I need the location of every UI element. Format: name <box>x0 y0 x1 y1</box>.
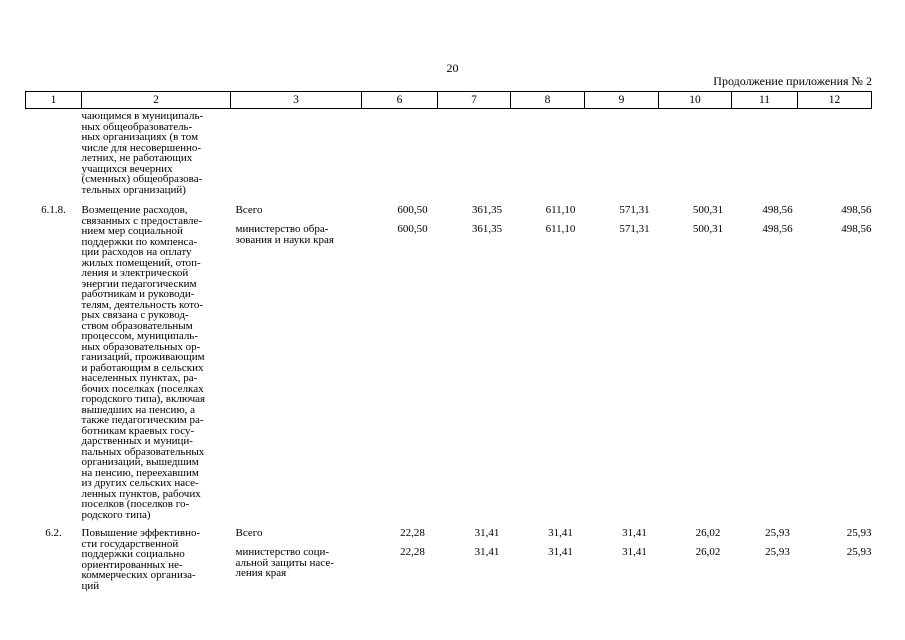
description-line: ботникам краевых госу- <box>81 424 195 437</box>
description-line: процессом, муниципаль- <box>81 330 198 342</box>
description-line: учащихся вечерних <box>81 162 173 175</box>
value-cell <box>732 109 798 196</box>
value: 31,41 <box>474 527 500 539</box>
header-cell: 12 <box>798 92 872 109</box>
header-cell: 6 <box>362 92 438 109</box>
description-line: тельных организаций) <box>81 183 186 196</box>
description-line: ных общеобразователь- <box>81 120 193 133</box>
description-line: летних, не работающих <box>81 152 193 164</box>
header-cell: 7 <box>438 92 511 109</box>
description-line: энергии педагогическим <box>81 277 197 290</box>
value: 25,93 <box>765 546 790 558</box>
header-cell: 1 <box>26 92 82 109</box>
description-line: ством образовательным <box>81 319 193 332</box>
value: 600,50 <box>397 204 428 216</box>
header-cell: 10 <box>659 92 732 109</box>
value: 571,31 <box>619 223 650 235</box>
value-cell <box>798 520 872 591</box>
value-cell <box>438 109 511 196</box>
value-cell <box>511 520 585 591</box>
value-cell <box>362 195 438 520</box>
description-line: и работающим в сельских <box>81 361 204 374</box>
description-line: ных образовательных ор- <box>81 340 201 353</box>
table-row <box>26 520 872 591</box>
description-line: поддержки по компенса- <box>81 235 198 248</box>
value: 600,50 <box>397 223 428 235</box>
description-line: из других сельских насе- <box>81 477 199 489</box>
table-row <box>26 109 872 196</box>
value: 31,41 <box>622 546 647 558</box>
description-line: рых связана с руковод- <box>81 309 189 321</box>
value-cell <box>732 520 798 591</box>
value: 611,10 <box>545 223 576 235</box>
description-line: ганизаций, проживающим <box>81 351 205 363</box>
continuation-label: Продолжение приложения № 2 <box>713 74 872 88</box>
description-line: городского типа), включая <box>81 393 206 405</box>
header-cell: 11 <box>732 92 798 109</box>
description-line: бочих поселках (поселках <box>81 382 204 395</box>
value-cell <box>798 109 872 196</box>
description-line: нием мер социальной <box>81 225 183 237</box>
funding-source-line: зования и науки края <box>235 233 334 246</box>
value: 25,93 <box>765 527 790 539</box>
value: 22,28 <box>400 546 425 558</box>
header-cell: 9 <box>585 92 659 109</box>
value-cell <box>798 195 872 520</box>
funding-sources <box>231 109 362 196</box>
description-line: связанных с предоставле- <box>81 214 203 227</box>
value-cell <box>585 195 659 520</box>
funding-source <box>236 547 362 579</box>
description-line: сти государственной <box>81 537 179 550</box>
value: 500,31 <box>692 223 724 235</box>
funding-source <box>236 528 362 547</box>
funding-source-line: Всего <box>235 527 263 539</box>
value-cell <box>511 109 585 196</box>
value: 500,31 <box>692 204 724 216</box>
description-line: населенных пунктах, ра- <box>81 372 198 384</box>
description-line: ных организациях (в том <box>81 131 199 143</box>
value-cell <box>438 195 511 520</box>
description-line: ления и электрической <box>81 267 189 279</box>
description-line: коммерческих организа- <box>81 569 196 581</box>
value: 498,56 <box>841 223 872 235</box>
description-line: чающимся в муниципаль- <box>81 110 204 122</box>
value-cell <box>732 195 798 520</box>
table-row <box>26 195 872 520</box>
value: 25,93 <box>846 546 872 558</box>
value-cell <box>585 520 659 591</box>
row-description <box>82 520 231 591</box>
row-number: 6.2. <box>45 527 62 539</box>
description-line: ции расходов на оплату <box>81 246 192 258</box>
description-line: Повышение эффективно- <box>81 527 201 539</box>
description-line: дарственных и муници- <box>81 435 193 447</box>
header-cell: 2 <box>82 92 231 109</box>
description-line: телям, деятельность кото- <box>81 298 204 311</box>
value: 611,10 <box>545 204 576 216</box>
description-line: также педагогическим ра- <box>81 414 204 426</box>
funding-source-line: альной защиты насе- <box>235 556 334 569</box>
description-line: поселков (поселков го- <box>81 498 190 510</box>
funding-source-line: министерство обра- <box>235 223 329 235</box>
value-cell <box>362 520 438 591</box>
value: 498,56 <box>762 223 793 235</box>
funding-source-line: министерство соци- <box>235 546 330 558</box>
value: 498,56 <box>841 204 872 216</box>
description-line: пальных образовательных <box>81 445 205 458</box>
value: 25,93 <box>846 527 872 539</box>
header-cell: 3 <box>231 92 362 109</box>
description-line: ций <box>81 579 100 592</box>
value: 22,28 <box>400 527 425 539</box>
description-line: работникам и руководи- <box>81 288 195 300</box>
value: 571,31 <box>619 204 650 216</box>
description-line: вышедших на пенсию, а <box>81 403 196 416</box>
value: 498,56 <box>762 204 793 216</box>
value: 361,35 <box>471 204 503 216</box>
page-number: 20 <box>446 61 459 75</box>
value-cell <box>438 520 511 591</box>
value: 31,41 <box>548 546 573 558</box>
value-cell <box>659 109 732 196</box>
budget-table <box>25 91 872 591</box>
value: 26,02 <box>695 546 721 558</box>
value-cell <box>511 195 585 520</box>
funding-source-line: ления края <box>235 567 287 579</box>
funding-sources <box>231 520 362 591</box>
value: 31,41 <box>548 527 573 539</box>
value: 31,41 <box>474 546 500 558</box>
header-cell: 8 <box>511 92 585 109</box>
description-line: поддержки социально <box>81 548 185 560</box>
value-cell <box>362 109 438 196</box>
row-description <box>82 109 231 196</box>
header-row <box>26 92 872 109</box>
value: 31,41 <box>622 527 647 539</box>
value-cell <box>659 195 732 520</box>
value: 26,02 <box>695 527 721 539</box>
description-line: организаций, вышедшим <box>81 456 199 468</box>
value-cell <box>585 109 659 196</box>
description-line: на пенсию, переехавшим <box>81 466 199 479</box>
description-line: (сменных) общеобразова- <box>81 173 203 185</box>
row-number: 6.1.8. <box>41 204 66 216</box>
description-line: ленных пунктов, рабочих <box>81 487 201 500</box>
funding-source <box>236 205 362 224</box>
row-number <box>26 109 82 196</box>
description-line: числе для несовершенно- <box>81 141 202 154</box>
funding-source-line: Всего <box>235 204 263 216</box>
value: 361,35 <box>471 223 503 235</box>
description-line: ориентированных не- <box>81 558 183 571</box>
description-line: Возмещение расходов, <box>81 204 188 216</box>
row-description <box>82 195 231 520</box>
funding-source <box>236 224 362 245</box>
funding-sources <box>231 195 362 520</box>
description-line: родского типа) <box>81 508 151 521</box>
value-cell <box>659 520 732 591</box>
description-line: жилых помещений, отоп- <box>81 256 201 269</box>
